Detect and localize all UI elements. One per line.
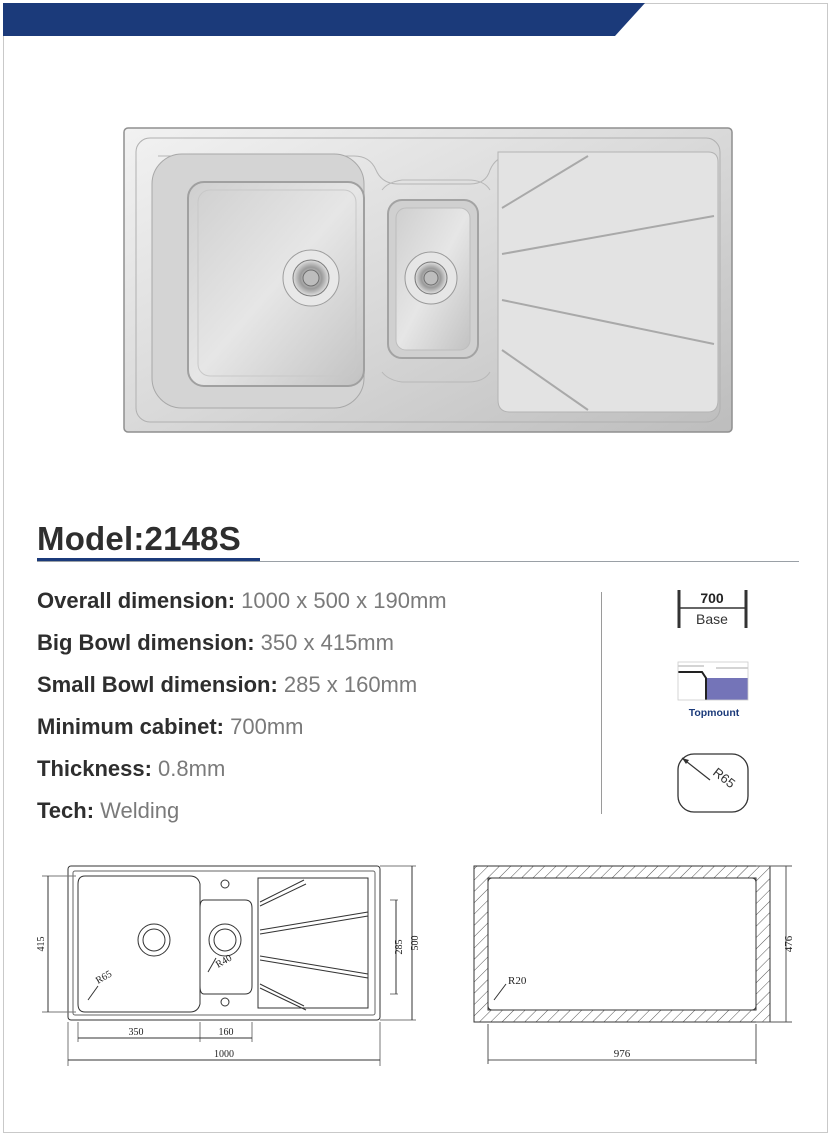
cutout-height: 476 bbox=[783, 935, 795, 953]
spec-label: Tech: bbox=[37, 798, 95, 823]
dim-total-width: 1000 bbox=[214, 1049, 234, 1060]
model-title bbox=[37, 520, 241, 558]
spec-value: 350 x 415mm bbox=[254, 630, 394, 655]
spec-small-bowl-dimension bbox=[37, 672, 577, 714]
radius-small: R40 bbox=[214, 952, 234, 971]
spec-label: Thickness: bbox=[37, 756, 152, 781]
model-number: 2148S bbox=[144, 520, 241, 557]
topmount-label: Topmount bbox=[688, 707, 740, 719]
radius-big: R65 bbox=[94, 968, 114, 987]
top-banner bbox=[0, 0, 833, 40]
base-cabinet-icon bbox=[676, 588, 750, 630]
spec-label: Big Bowl dimension: bbox=[37, 630, 255, 655]
spec-value: Welding bbox=[94, 798, 180, 823]
spec-label: Minimum cabinet: bbox=[37, 714, 225, 739]
vertical-divider bbox=[601, 592, 602, 814]
spec-label: Overall dimension: bbox=[37, 588, 236, 613]
cutout-radius: R20 bbox=[508, 975, 527, 987]
spec-thickness bbox=[37, 756, 577, 798]
spec-value: 285 x 160mm bbox=[277, 672, 418, 697]
spec-value: 700mm bbox=[224, 714, 304, 739]
spec-tech bbox=[37, 798, 577, 840]
spec-big-bowl-dimension bbox=[37, 630, 577, 672]
cutout-drawing bbox=[460, 860, 800, 1070]
sink-product-image bbox=[118, 120, 738, 438]
spec-overall-dimension bbox=[37, 588, 577, 630]
spec-list bbox=[37, 588, 577, 840]
model-label: Model: bbox=[37, 520, 145, 557]
topmount-icon bbox=[676, 660, 752, 720]
spec-label: Small Bowl dimension: bbox=[37, 672, 278, 697]
dim-small-height: 285 bbox=[394, 939, 405, 955]
title-rule bbox=[37, 561, 799, 562]
corner-radius-icon bbox=[676, 752, 750, 814]
spec-value: 0.8mm bbox=[151, 756, 226, 781]
spec-value: 1000 x 500 x 190mm bbox=[235, 588, 447, 613]
sink-top-view-drawing bbox=[36, 860, 425, 1070]
spec-minimum-cabinet bbox=[37, 714, 577, 756]
dim-total-height: 500 bbox=[410, 935, 421, 951]
dim-big-height: 415 bbox=[36, 936, 47, 952]
dim-small-width: 160 bbox=[218, 1027, 234, 1038]
base-label: Base bbox=[696, 611, 728, 627]
dim-big-width: 350 bbox=[128, 1027, 144, 1038]
radius-label: R65 bbox=[710, 764, 739, 792]
base-number: 700 bbox=[700, 590, 724, 606]
cutout-width: 976 bbox=[613, 1048, 631, 1060]
